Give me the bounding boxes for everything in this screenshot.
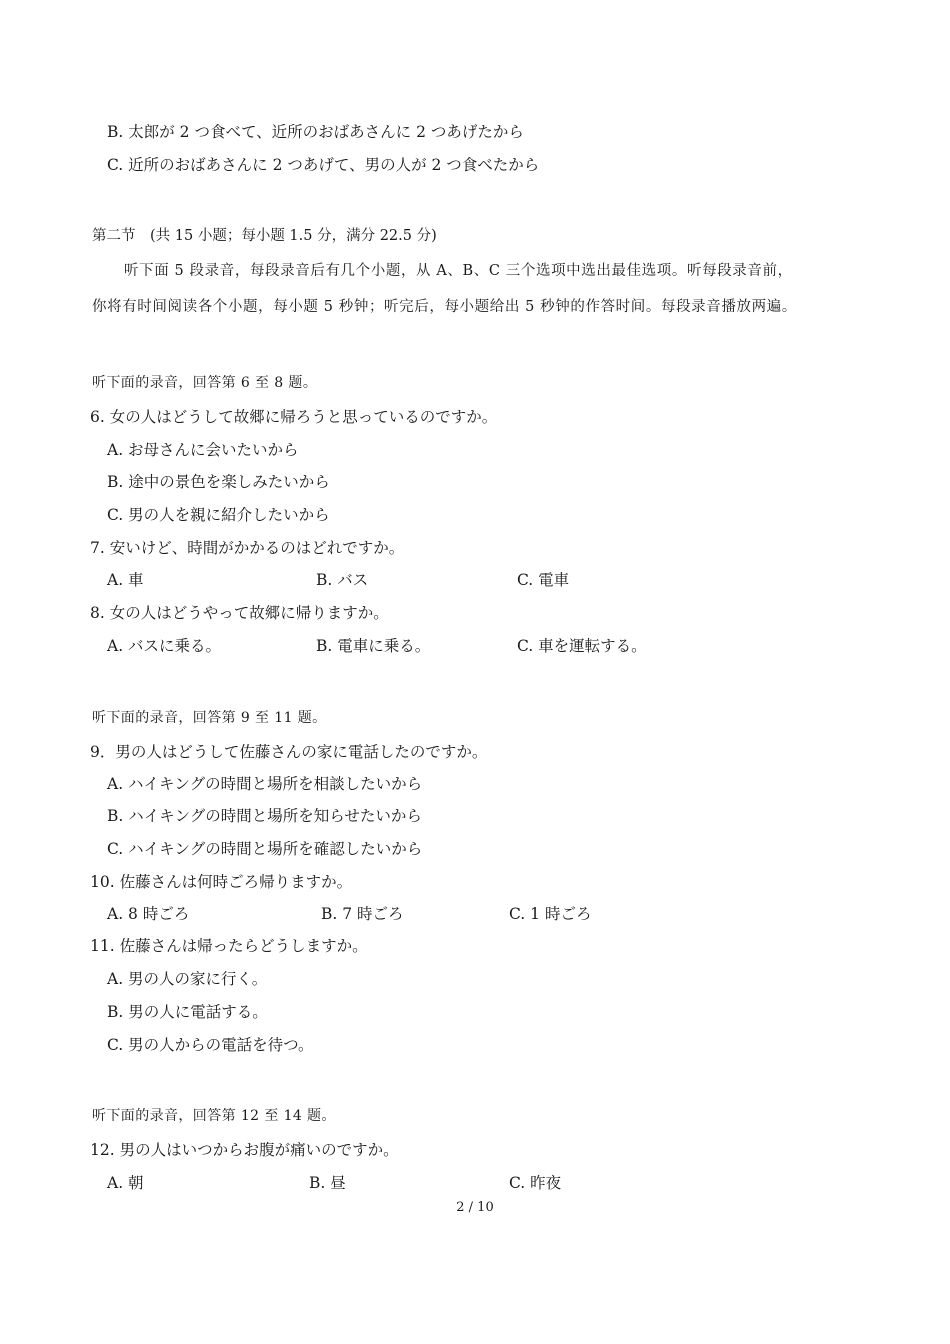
q8-option-c: C. 車を運転する。 [517, 637, 647, 655]
q7-option-a: A. 車 [107, 571, 144, 589]
question-10: 10. 佐藤さんは何時ごろ帰りますか。 [90, 873, 353, 891]
question-6: 6. 女の人はどうして故郷に帰ろうと思っているのですか。 [90, 408, 498, 426]
section-instruction-line1: 听下面 5 段录音，每段录音后有几个小题，从 A、B、C 三个选项中选出最佳选项。听每段录音前， [124, 263, 793, 279]
section-title: 第二节 (共 15 小题；每小题 1.5 分，满分 22.5 分) [92, 228, 437, 244]
q7-option-b: B. バス [316, 571, 369, 589]
q10-option-c: C. 1 時ごろ [509, 905, 592, 923]
q6-option-c: C. 男の人を親に紹介したいから [107, 506, 330, 524]
q6-option-a: A. お母さんに会いたいから [107, 441, 299, 459]
q12-option-a: A. 朝 [107, 1174, 144, 1192]
option-b: B. 太郎が 2 つ食べて、近所のおばあさんに 2 つあげたから [107, 123, 524, 141]
q9-option-b: B. ハイキングの時間と場所を知らせたいから [107, 807, 422, 825]
q11-option-c: C. 男の人からの電話を待つ。 [107, 1036, 314, 1054]
q8-option-b: B. 電車に乗る。 [316, 637, 431, 655]
q11-option-a: A. 男の人の家に行く。 [107, 970, 268, 988]
group-instruction: 听下面的录音，回答第 9 至 11 题。 [92, 710, 327, 726]
question-7: 7. 安いけど、時間がかかるのはどれですか。 [90, 539, 405, 557]
q9-option-a: A. ハイキングの時間と場所を相談したいから [107, 775, 423, 793]
question-11: 11. 佐藤さんは帰ったらどうしますか。 [90, 937, 368, 955]
q7-option-c: C. 電車 [517, 571, 570, 589]
group-instruction: 听下面的录音，回答第 6 至 8 题。 [92, 375, 318, 391]
q10-option-a: A. 8 時ごろ [107, 905, 190, 923]
page-number: 2 / 10 [456, 1200, 494, 1215]
section-instruction-line2: 你将有时间阅读各个小题，每小题 5 秒钟；听完后，每小题给出 5 秒钟的作答时间。每段录音播放两遍。 [92, 299, 797, 315]
group-instruction: 听下面的录音，回答第 12 至 14 题。 [92, 1108, 336, 1124]
q11-option-b: B. 男の人に電話する。 [107, 1003, 268, 1021]
q12-option-b: B. 昼 [309, 1174, 346, 1192]
q10-option-b: B. 7 時ごろ [321, 905, 404, 923]
question-8: 8. 女の人はどうやって故郷に帰りますか。 [90, 604, 389, 622]
q9-option-c: C. ハイキングの時間と場所を確認したいから [107, 840, 423, 858]
question-9: 9．男の人はどうして佐藤さんの家に電話したのですか。 [90, 743, 488, 761]
q8-option-a: A. バスに乗る。 [107, 637, 222, 655]
q6-option-b: B. 途中の景色を楽しみたいから [107, 473, 330, 491]
question-12: 12. 男の人はいつからお腹が痛いのですか。 [90, 1141, 399, 1159]
q12-option-c: C. 昨夜 [509, 1174, 562, 1192]
option-c: C. 近所のおばあさんに 2 つあげて、男の人が 2 つ食べたから [107, 156, 540, 174]
